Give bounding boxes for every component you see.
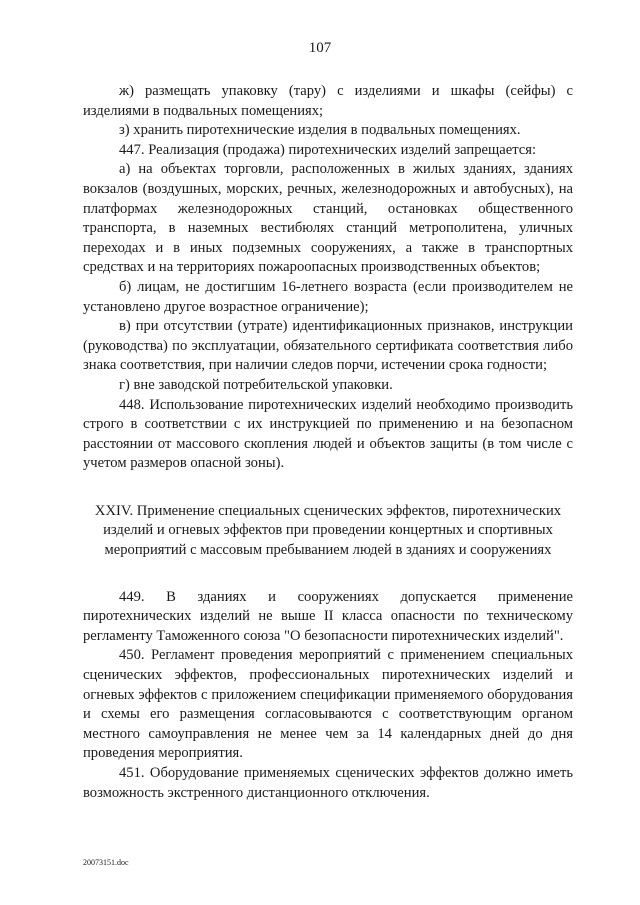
paragraph-447-a: а) на объектах торговли, расположенных в жилых зданиях, зданиях вокзалов (воздушных, морских, речных, железнодорожных и автобусных), на платформах железнодорожных станций, остановках общественного транспорта, в наземных вестибюлях станций метрополитена, уличных переходах и в иных подземных сооружениях, а также в транспортных средствах и на территориях пожароопасных производственных объектов;: [83, 161, 573, 276]
section-heading: XXIV. Применение специальных сценических эффектов, пиротехнических изделий и огневых эффектов при проведении концертных и спортивных мероприятий с массовым пребыванием людей в зданиях и сооружениях: [94, 502, 562, 559]
paragraph-448: 448. Использование пиротехнических изделий необходимо производить строго в соответствии с их инструкцией по применению и на безопасном расстоянии от массового скопления людей и объектов защиты (в том числе с учетом размеров опасной зоны).: [83, 396, 573, 472]
paragraph-451: 451. Оборудование применяемых сценических эффектов должно иметь возможность экстренного дистанционного отключения.: [83, 765, 573, 801]
paragraph-447-b: б) лицам, не достигшим 16-летнего возраста (если производителем не установлено другое возрастное ограничение);: [83, 278, 573, 315]
paragraph-450: 450. Регламент проведения мероприятий с применением специальных сценических эффектов, профессиональных пиротехнических изделий и огневых эффектов с приложением спецификации применяемого оборудования и схемы его размещения согласовываются с соответствующим органом местного самоуправления не менее чем за 14 календарных дней до дня проведения мероприятия.: [83, 647, 573, 762]
paragraph-447-g: г) вне заводской потребительской упаковки.: [119, 376, 393, 393]
paragraph-z: з) хранить пиротехнические изделия в подвальных помещениях.: [119, 122, 521, 139]
paragraph-449: 449. В зданиях и сооружениях допускается применение пиротехнических изделий не выше II класса опасности по техническому регламенту Таможенного союза "О безопасности пиротехнических изделий".: [83, 588, 573, 644]
footer-filename: 20073151.doc: [83, 858, 129, 867]
document-body: [83, 82, 573, 803]
paragraph-zh: ж) размещать упаковку (тару) с изделиями и шкафы (сейфы) с изделиями в подвальных помещениях;: [83, 83, 573, 119]
paragraph-447: 447. Реализация (продажа) пиротехнических изделий запрещается:: [119, 141, 536, 158]
paragraph-447-v: в) при отсутствии (утрате) идентификационных признаков, инструкции (руководства) по эксплуатации, обязательного сертификата соответствия либо знака соответствия, при наличии следов порчи, истечении срока годности;: [83, 318, 573, 374]
page-number: 107: [308, 40, 332, 56]
